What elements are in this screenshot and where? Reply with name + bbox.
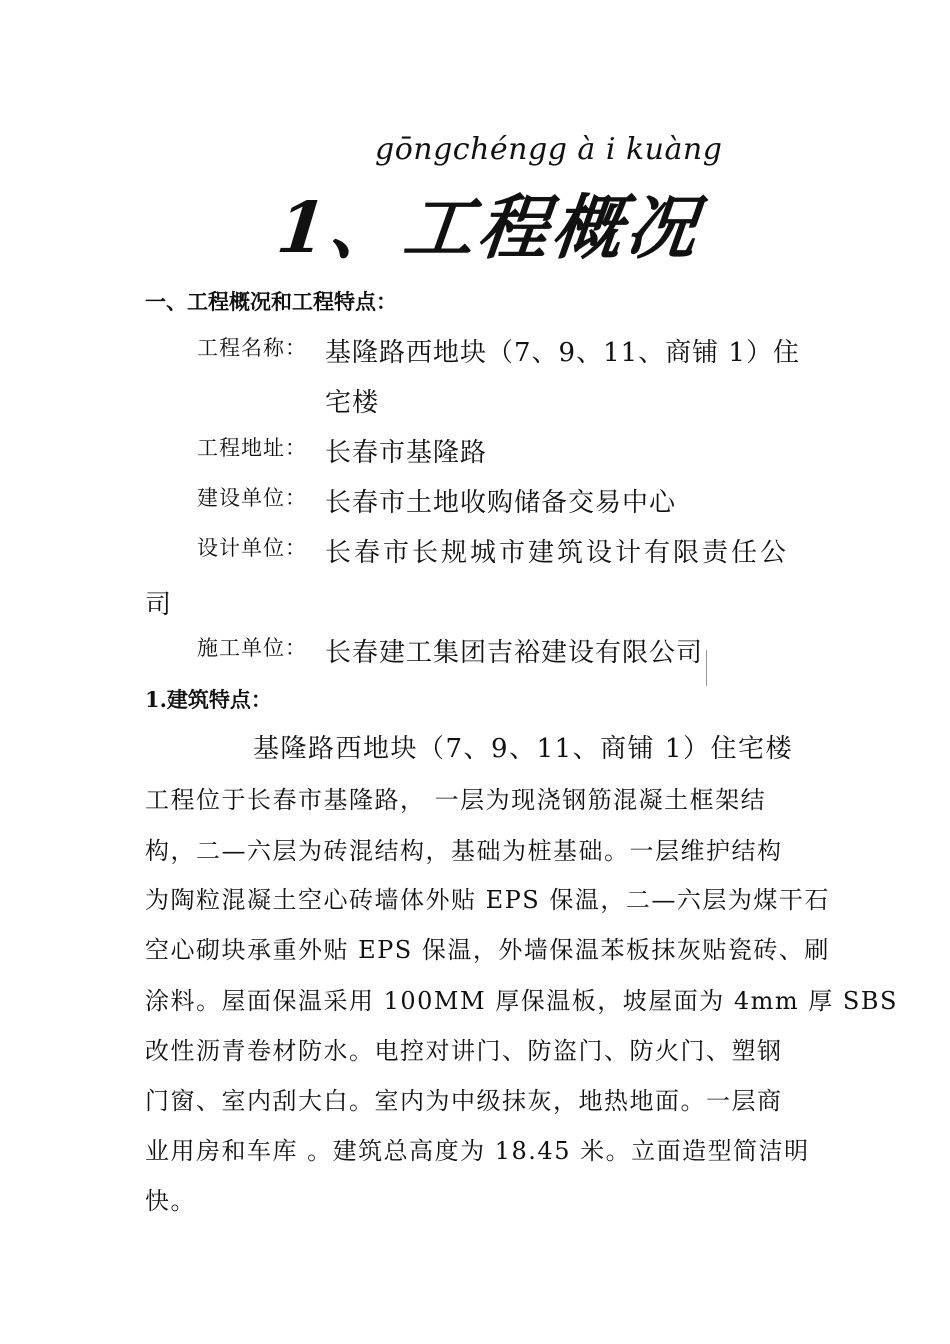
project-address-value: 长春市基隆路	[325, 438, 488, 468]
project-name-label: 工程名称：	[197, 336, 307, 360]
designer-label: 设计单位：	[197, 536, 307, 560]
contractor-label: 施工单位：	[197, 636, 307, 660]
paragraph-line: 涂料。屋面保温采用 100MM 厚保温板，坡屋面为 4mm 厚 SBS	[145, 987, 898, 1015]
subheading-building-features: 1.建筑特点：	[145, 687, 272, 712]
project-address-label: 工程地址：	[197, 436, 307, 460]
text-cursor	[706, 650, 707, 686]
owner-label: 建设单位：	[197, 486, 307, 510]
owner-value: 长春市土地收购储备交易中心	[325, 488, 677, 518]
paragraph-line: 工程位于长春市基隆路， 一层为现浇钢筋混凝土框架结	[145, 786, 767, 814]
paragraph-line: 空心砌块承重外贴 EPS 保温，外墙保温苯板抹灰贴瓷砖、刷	[145, 936, 830, 964]
paragraph-line: 快。	[145, 1187, 196, 1215]
designer-value: 长春市长规城市建筑设计有限责任公	[325, 538, 790, 568]
designer-value-continued: 司	[145, 590, 172, 620]
section-heading: 一、工程概况和工程特点：	[145, 289, 397, 314]
paragraph-line: 改性沥青卷材防水。电控对讲门、防盗门、防火门、塑钢	[145, 1037, 783, 1065]
contractor-value: 长春建工集团吉裕建设有限公司	[325, 638, 704, 668]
paragraph-line: 基隆路西地块（7、9、11、商铺 1）住宅楼	[253, 734, 793, 764]
page-title: 1、工程概况	[273, 186, 705, 269]
paragraph-line: 构，二—六层为砖混结构，基础为桩基础。一层维护结构	[145, 837, 783, 865]
title-pinyin: gōngchéngg à i kuàng	[375, 132, 723, 167]
paragraph-line: 门窗、室内刮大白。室内为中级抹灰，地热地面。一层商	[145, 1087, 783, 1115]
paragraph-line: 为陶粒混凝土空心砖墙体外贴 EPS 保温，二—六层为煤干石	[145, 886, 830, 914]
project-name-value-continued: 宅楼	[325, 388, 380, 418]
paragraph-line: 业用房和车库 。建筑总高度为 18.45 米。立面造型简洁明	[145, 1137, 810, 1165]
project-name-value: 基隆路西地块（7、9、11、商铺 1）住	[325, 338, 800, 368]
